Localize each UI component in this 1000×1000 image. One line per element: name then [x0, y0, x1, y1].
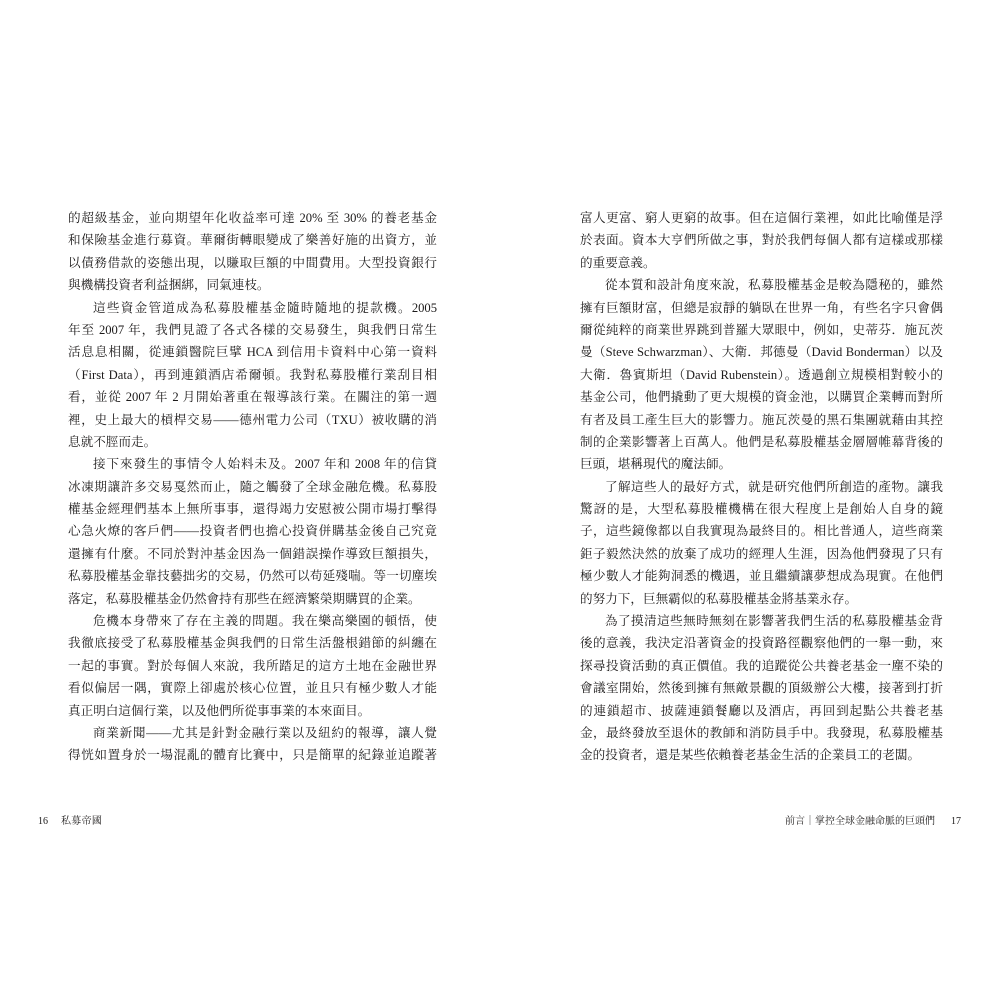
- text-line: 基金公司，他們撬動了更大規模的資金池，以購買企業轉而對所: [580, 390, 943, 405]
- text-line: 探尋投資活動的真正價值。我的追蹤從公共養老基金一塵不染的: [580, 658, 943, 673]
- paragraph: [68, 610, 437, 722]
- text-line: 驚訝的是，大型私募股權機構在很大程度上是創始人自身的鏡: [580, 502, 943, 517]
- page-number: 16: [38, 816, 48, 827]
- text-line: 的努力下，巨無霸似的私募股權基金將基業永存。: [580, 591, 858, 606]
- text-line: 冰凍期讓許多交易戛然而止，隨之觸發了全球金融危機。私募股: [68, 479, 437, 494]
- text-line: 私募股權基金靠技藝拙劣的交易，仍然可以苟延殘喘。等一切塵埃: [68, 569, 437, 584]
- running-head: 前言｜掌控全球金融命脈的巨頭們: [785, 816, 935, 827]
- text-line: 與機構投資者利益捆綁，同氣連枝。: [68, 278, 270, 293]
- text-line: 會議室開始，然後到擁有無敵景觀的頂級辦公大樓，接著到打折: [580, 681, 943, 696]
- text-line: 得恍如置身於一場混亂的體育比賽中，只是簡單的紀錄並追蹤著: [68, 748, 437, 763]
- text-line: 接下來發生的事情令人始料未及。2007 年和 2008 年的信貸: [93, 457, 437, 472]
- paragraph: [68, 722, 437, 767]
- text-line: 極少數人才能夠洞悉的機遇，並且繼續讓夢想成為現實。在他們: [580, 569, 943, 584]
- paragraph: [580, 610, 943, 767]
- text-line: 爾從純粹的商業世界跳到普羅大眾眼中，例如，史蒂芬．施瓦茨: [580, 322, 943, 337]
- text-line: 制的企業影響著上百萬人。他們是私募股權基金層層帷幕背後的: [580, 434, 943, 449]
- text-line: 危機本身帶來了存在主義的問題。我在樂高樂園的頓悟，使: [93, 614, 437, 629]
- paragraph: [580, 274, 943, 476]
- text-line: 金，最終發放至退休的教師和消防員手中。我發現，私募股權基: [580, 725, 943, 740]
- text-line: 子，這些鏡像都以自我實現為最終目的。相比普通人，這些商業: [580, 524, 943, 539]
- paragraph: [580, 476, 943, 610]
- text-line: 於表面。資本大亨們所做之事，對於我們每個人都有這樣或那樣: [580, 233, 943, 248]
- text-line: 巨頭，堪稱現代的魔法師。: [580, 457, 732, 472]
- text-line: 擁有巨額財富，但總是寂靜的躺臥在世界一角，有些名字只會偶: [580, 300, 943, 315]
- text-line: 裡，史上最大的槓桿交易——德州電力公司（TXU）被收購的消: [68, 412, 437, 427]
- text-line: 以債務借款的姿態出現，以賺取巨額的中間費用。大型投資銀行: [68, 255, 437, 270]
- text-line: 了解這些人的最好方式，就是研究他們所創造的產物。讓我: [605, 479, 943, 494]
- text-line: 和保險基金進行募資。華爾街轉眼變成了樂善好施的出資方，並: [68, 233, 437, 248]
- text-line: 權基金經理們基本上無所事事，還得竭力安慰被公開市場打擊得: [68, 502, 437, 517]
- text-line: 年至 2007 年，我們見證了各式各樣的交易發生，與我們日常生: [68, 322, 437, 337]
- text-line: 曼（Steve Schwarzman）、大衛．邦德曼（David Bonderman）以及: [580, 345, 943, 360]
- text-line: 一起的事實。對於每個人來說，我所踏足的這方土地在金融世界: [68, 658, 437, 673]
- right-page: [500, 0, 1000, 1000]
- text-line: 落定，私募股權基金仍然會持有那些在經濟繁榮期購買的企業。: [68, 591, 421, 606]
- paragraph: [68, 297, 437, 454]
- right-page-text: [580, 207, 943, 767]
- text-line: 還擁有什麼。不同於對沖基金因為一個錯誤操作導致巨額損失，: [68, 546, 437, 561]
- text-line: 息就不脛而走。: [68, 434, 157, 449]
- text-line: 鉅子毅然決然的放棄了成功的經理人生涯，因為他們發現了只有: [580, 546, 943, 561]
- text-line: 從本質和設計角度來說，私募股權基金是較為隱秘的，雖然: [605, 278, 943, 293]
- left-page-text: [68, 207, 437, 767]
- text-line: 後的意義，我決定沿著資金的投資路徑觀察他們的一舉一動，來: [580, 636, 943, 651]
- text-line: 看，並從 2007 年 2 月開始著重在報導該行業。在關注的第一週: [68, 390, 437, 405]
- text-line: 我徹底接受了私募股權基金與我們的日常生活盤根錯節的糾纏在: [68, 636, 437, 651]
- text-line: 大衛．魯賓斯坦（David Rubenstein）。透過創立規模相對較小的: [580, 367, 943, 382]
- text-line: 的重要意義。: [580, 255, 656, 270]
- running-head: 私募帝國: [61, 816, 103, 827]
- paragraph: [68, 453, 437, 610]
- text-line: 商業新聞——尤其是針對金融行業以及紐約的報導，讓人覺: [93, 725, 437, 740]
- text-line: 富人更富、窮人更窮的故事。但在這個行業裡，如此比喻僅是浮: [580, 211, 943, 225]
- text-line: （First Data），再到連鎖酒店希爾頓。我對私募股權行業刮目相: [68, 367, 437, 382]
- text-line: 這些資金管道成為私募股權基金隨時隨地的提款機。2005: [93, 300, 437, 315]
- paragraph: [68, 207, 437, 297]
- text-line: 心急火燎的客戶們——投資者們也擔心投資併購基金後自己究竟: [68, 524, 437, 539]
- text-line: 看似偏居一隅，實際上卻處於核心位置，並且只有極少數人才能: [68, 681, 437, 696]
- text-line: 有者及員工產生巨大的影響力。施瓦茨曼的黑石集團就藉由其控: [580, 412, 943, 427]
- text-line: 真正明白這個行業，以及他們所從事事業的本來面目。: [68, 703, 371, 718]
- paragraph: [580, 207, 943, 274]
- text-line: 的超級基金，並向期望年化收益率可達 20% 至 30% 的養老基金: [68, 211, 437, 225]
- text-line: 金的投資者，還是某些依賴養老基金生活的企業員工的老闆。: [580, 748, 921, 763]
- text-line: 活息息相關，從連鎖醫院巨擘 HCA 到信用卡資料中心第一資料: [68, 345, 437, 360]
- text-line: 為了摸清這些無時無刻在影響著我們生活的私募股權基金背: [605, 614, 943, 629]
- page-number: 17: [951, 816, 961, 827]
- text-line: 的連鎖超市、披薩連鎖餐廳以及酒店，再回到起點公共養老基: [580, 703, 943, 718]
